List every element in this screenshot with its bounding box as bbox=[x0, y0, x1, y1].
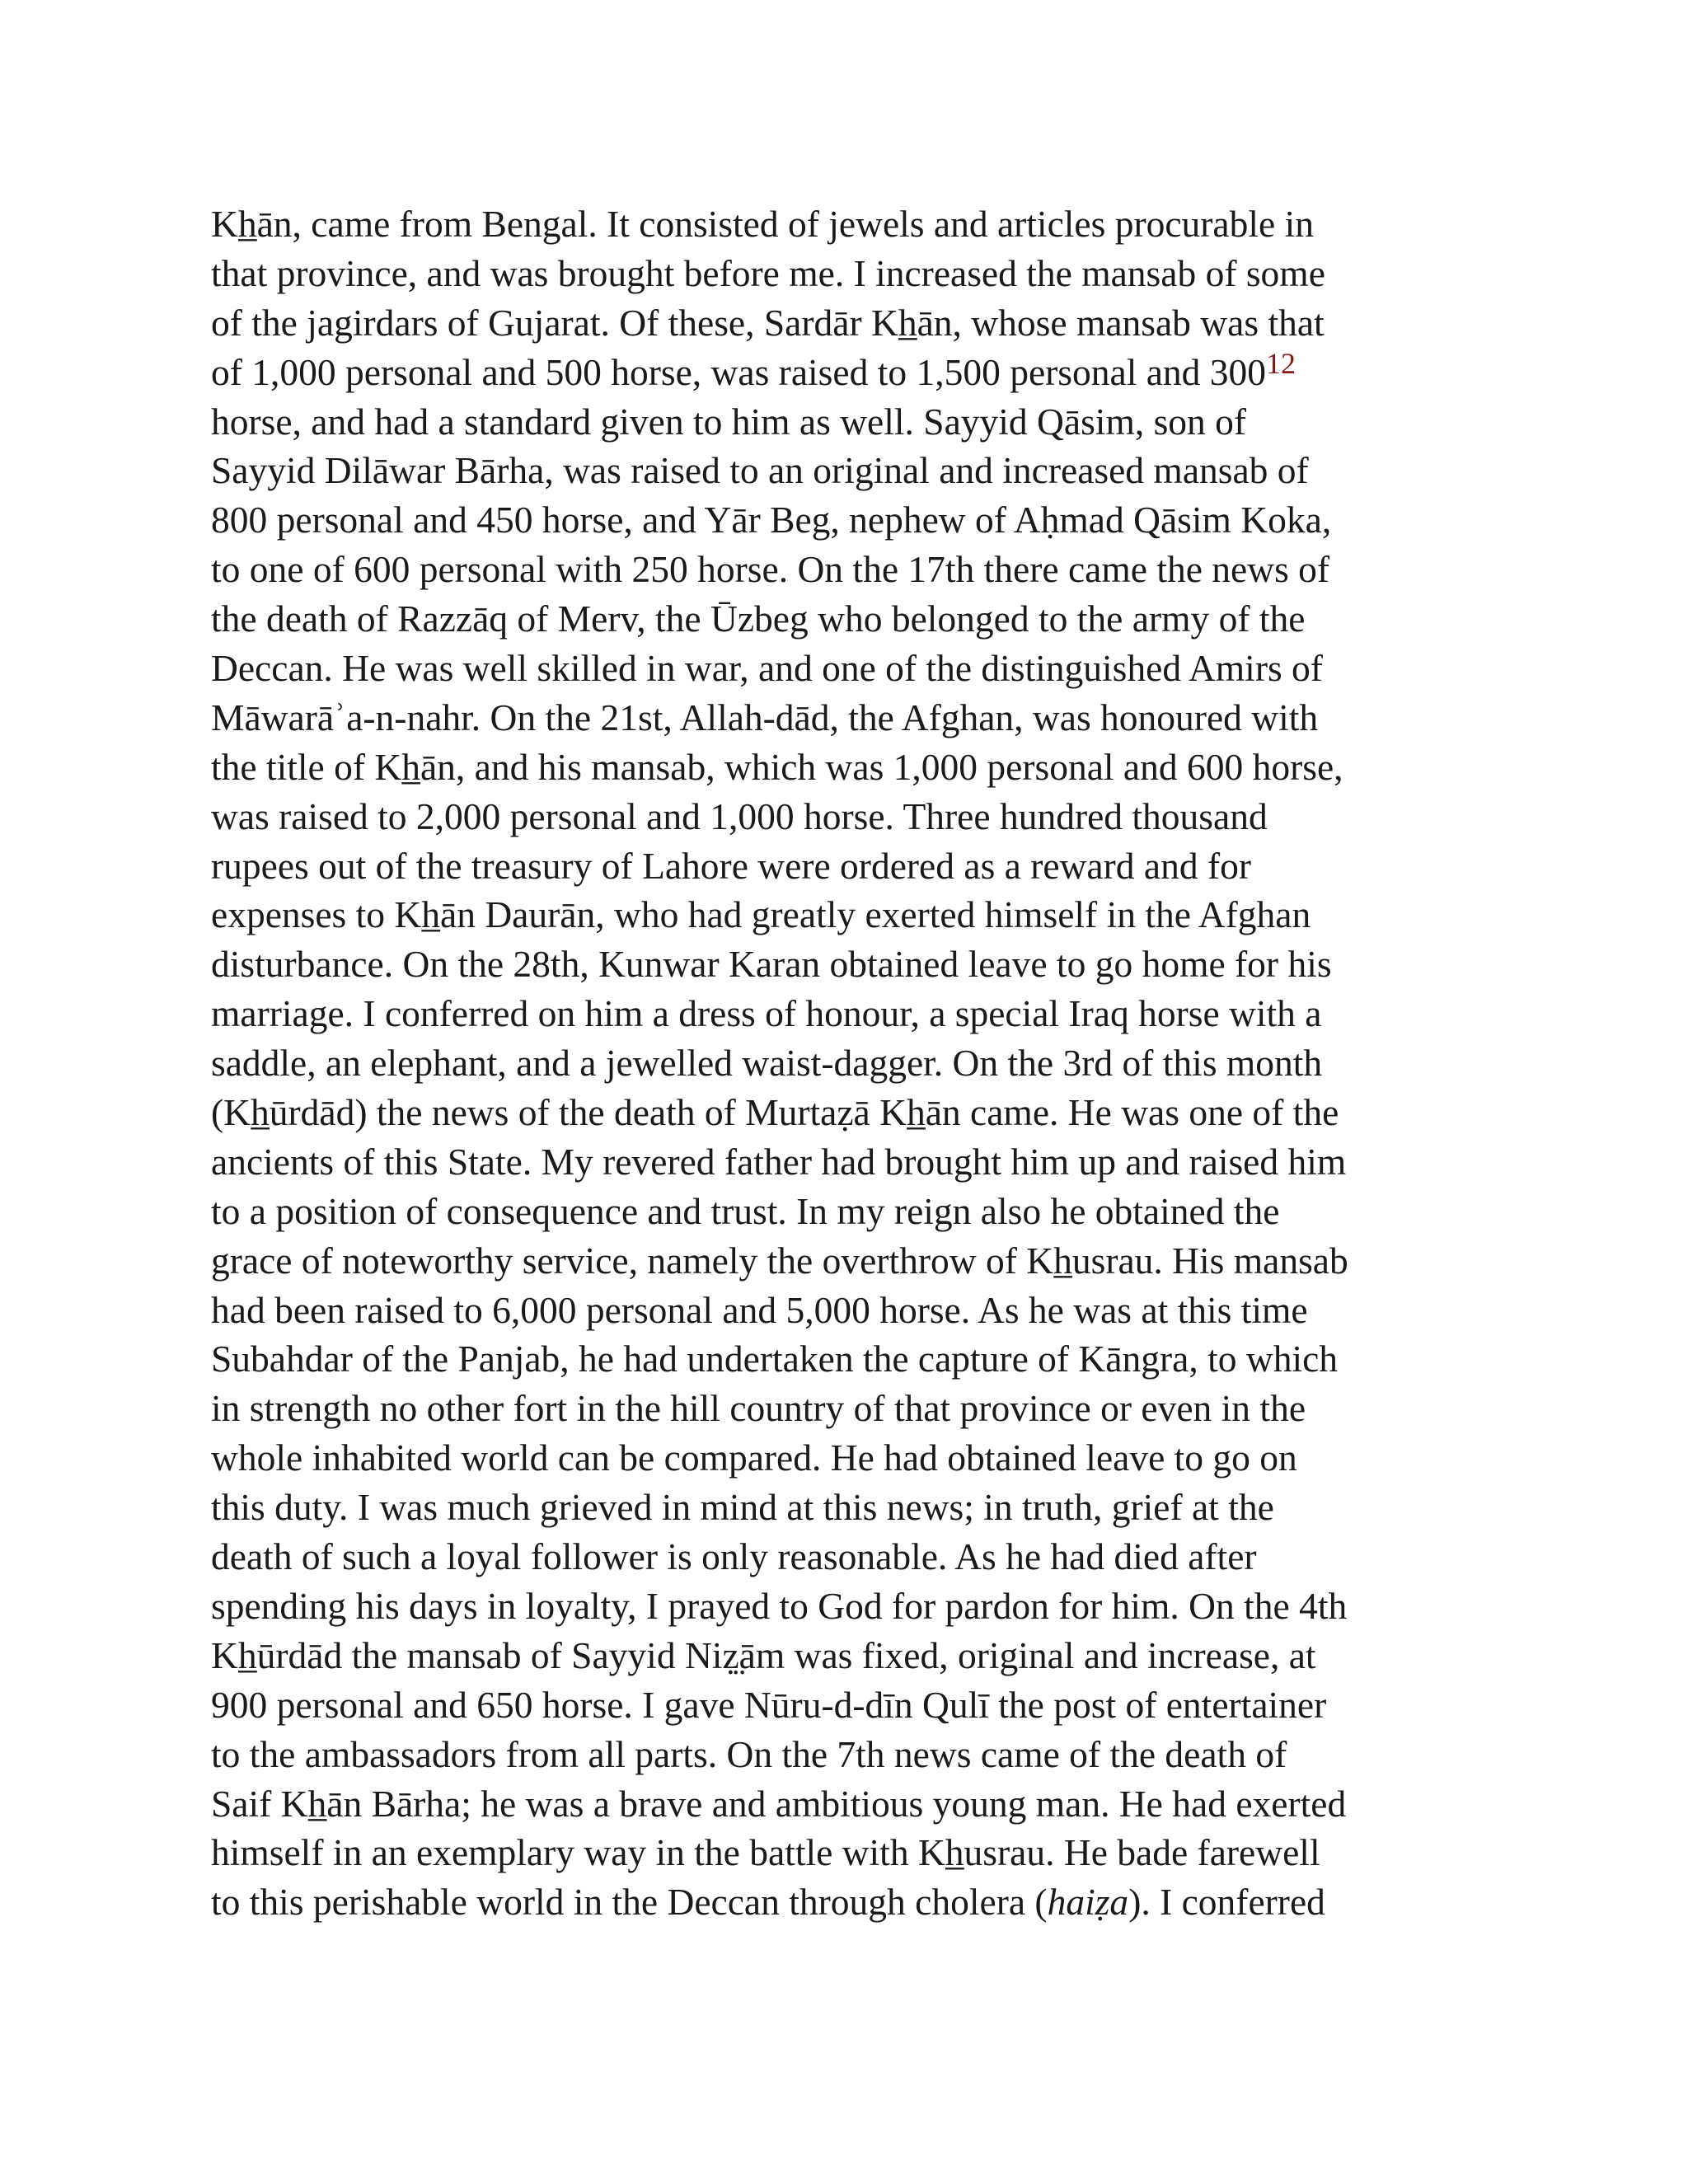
text-line bbox=[211, 1877, 1530, 1927]
text-line bbox=[211, 397, 1530, 447]
text-line bbox=[211, 1631, 1530, 1680]
text-line bbox=[211, 298, 1530, 348]
text-line bbox=[211, 989, 1530, 1038]
text-line bbox=[211, 1038, 1530, 1088]
text-run: 800 personal and 450 horse, and Yār Beg, nephew of Aḥmad Qāsim Koka, bbox=[211, 499, 1332, 541]
text-line bbox=[211, 1236, 1530, 1286]
text-run: ). I conferred bbox=[1128, 1881, 1325, 1924]
text-run: Kh̲ān, came from Bengal. It consisted of jewels and articles procurable in bbox=[211, 203, 1314, 245]
footnote-marker[interactable]: 12 bbox=[1266, 346, 1296, 380]
text-line bbox=[211, 940, 1530, 989]
text-line bbox=[211, 1187, 1530, 1236]
text-line bbox=[211, 1137, 1530, 1187]
text-run: (Kh̲ūrdād) the news of the death of Murtaẓā Kh̲ān came. He was one of the bbox=[211, 1091, 1339, 1134]
text-run: Subahdar of the Panjab, he had undertaken the capture of Kāngra, to which bbox=[211, 1338, 1339, 1380]
text-line bbox=[211, 644, 1530, 693]
text-line bbox=[211, 890, 1530, 940]
text-line bbox=[211, 841, 1530, 891]
text-run: whole inhabited world can be compared. He had obtained leave to go on bbox=[211, 1436, 1297, 1479]
text-line bbox=[211, 1680, 1530, 1730]
text-run: Kh̲ūrdād the mansab of Sayyid Niẓ̤ām was fixed, original and increase, at bbox=[211, 1633, 1316, 1676]
text-line bbox=[211, 1532, 1530, 1582]
text-run: expenses to Kh̲ān Daurān, who had greatly exerted himself in the Afghan bbox=[211, 893, 1311, 936]
text-run: the title of Kh̲ān, and his mansab, which was 1,000 personal and 600 horse, bbox=[211, 745, 1343, 788]
text-run: in strength no other fort in the hill country of that province or even in the bbox=[211, 1387, 1306, 1430]
text-run: of the jagirdars of Gujarat. Of these, Sardār Kh̲ān, whose mansab was that bbox=[211, 301, 1325, 344]
text-run: Sayyid Dilāwar Bārha, was raised to an original and increased mansab of bbox=[211, 449, 1309, 492]
text-line bbox=[211, 199, 1530, 249]
text-run: of 1,000 personal and 500 horse, was raised to 1,500 personal and 300 bbox=[211, 350, 1267, 393]
text-line bbox=[211, 693, 1530, 743]
text-run: that province, and was brought before me. I increased the mansab of some bbox=[211, 251, 1325, 294]
text-line bbox=[211, 348, 1530, 397]
text-line bbox=[211, 1088, 1530, 1137]
text-run: disturbance. On the 28th, Kunwar Karan obtained leave to go home for his bbox=[211, 943, 1332, 986]
italic-term: haiẓa bbox=[1047, 1881, 1129, 1924]
text-run: this duty. I was much grieved in mind at this news; in truth, grief at the bbox=[211, 1486, 1274, 1529]
text-run: marriage. I conferred on him a dress of honour, a special Iraq horse with a bbox=[211, 992, 1322, 1035]
text-line bbox=[211, 743, 1530, 792]
text-line bbox=[211, 1334, 1530, 1384]
text-run: Saif Kh̲ān Bārha; he was a brave and ambitious young man. He had exerted bbox=[211, 1782, 1347, 1825]
text-run: ancients of this State. My revered father had brought him up and raised him bbox=[211, 1140, 1347, 1183]
body-text bbox=[211, 199, 1530, 1927]
text-line bbox=[211, 1582, 1530, 1631]
text-run: Māwarāʾa-n-nahr. On the 21st, Allah-dād, the Afghan, was honoured with bbox=[211, 696, 1319, 738]
text-line bbox=[211, 1433, 1530, 1483]
text-run: to the ambassadors from all parts. On the 7th news came of the death of bbox=[211, 1732, 1287, 1775]
text-line bbox=[211, 1384, 1530, 1433]
text-line bbox=[211, 594, 1530, 644]
text-run: 900 personal and 650 horse. I gave Nūru-d-dīn Qulī the post of entertainer bbox=[211, 1683, 1327, 1726]
text-line bbox=[211, 792, 1530, 841]
text-run: Deccan. He was well skilled in war, and one of the distinguished Amirs of bbox=[211, 647, 1323, 690]
text-line bbox=[211, 495, 1530, 545]
text-run: saddle, an elephant, and a jewelled waist-dagger. On the 3rd of this month bbox=[211, 1042, 1323, 1085]
text-run: had been raised to 6,000 personal and 5,000 horse. As he was at this time bbox=[211, 1288, 1308, 1331]
text-run: to this perishable world in the Deccan through cholera ( bbox=[211, 1881, 1048, 1924]
text-run: spending his days in loyalty, I prayed to God for pardon for him. On the 4th bbox=[211, 1584, 1348, 1627]
text-line bbox=[211, 1483, 1530, 1532]
text-line bbox=[211, 1730, 1530, 1779]
text-run: to a position of consequence and trust. In my reign also he obtained the bbox=[211, 1189, 1280, 1232]
text-run: death of such a loyal follower is only reasonable. As he had died after bbox=[211, 1535, 1257, 1578]
text-run: to one of 600 personal with 250 horse. On the 17th there came the news of bbox=[211, 548, 1330, 591]
text-line bbox=[211, 1779, 1530, 1829]
text-line bbox=[211, 545, 1530, 594]
text-run: rupees out of the treasury of Lahore were ordered as a reward and for bbox=[211, 844, 1252, 887]
text-run: horse, and had a standard given to him as well. Sayyid Qāsim, son of bbox=[211, 400, 1247, 443]
text-run: himself in an exemplary way in the battle with Kh̲usrau. He bade farewell bbox=[211, 1831, 1320, 1874]
text-line bbox=[211, 249, 1530, 298]
text-line bbox=[211, 1828, 1530, 1877]
text-line bbox=[211, 1286, 1530, 1335]
text-line bbox=[211, 446, 1530, 495]
text-run: grace of noteworthy service, namely the overthrow of Kh̲usrau. His mansab bbox=[211, 1239, 1348, 1282]
text-run: was raised to 2,000 personal and 1,000 horse. Three hundred thousand bbox=[211, 794, 1268, 837]
text-run: the death of Razzāq of Merv, the Ūzbeg who belonged to the army of the bbox=[211, 598, 1306, 640]
